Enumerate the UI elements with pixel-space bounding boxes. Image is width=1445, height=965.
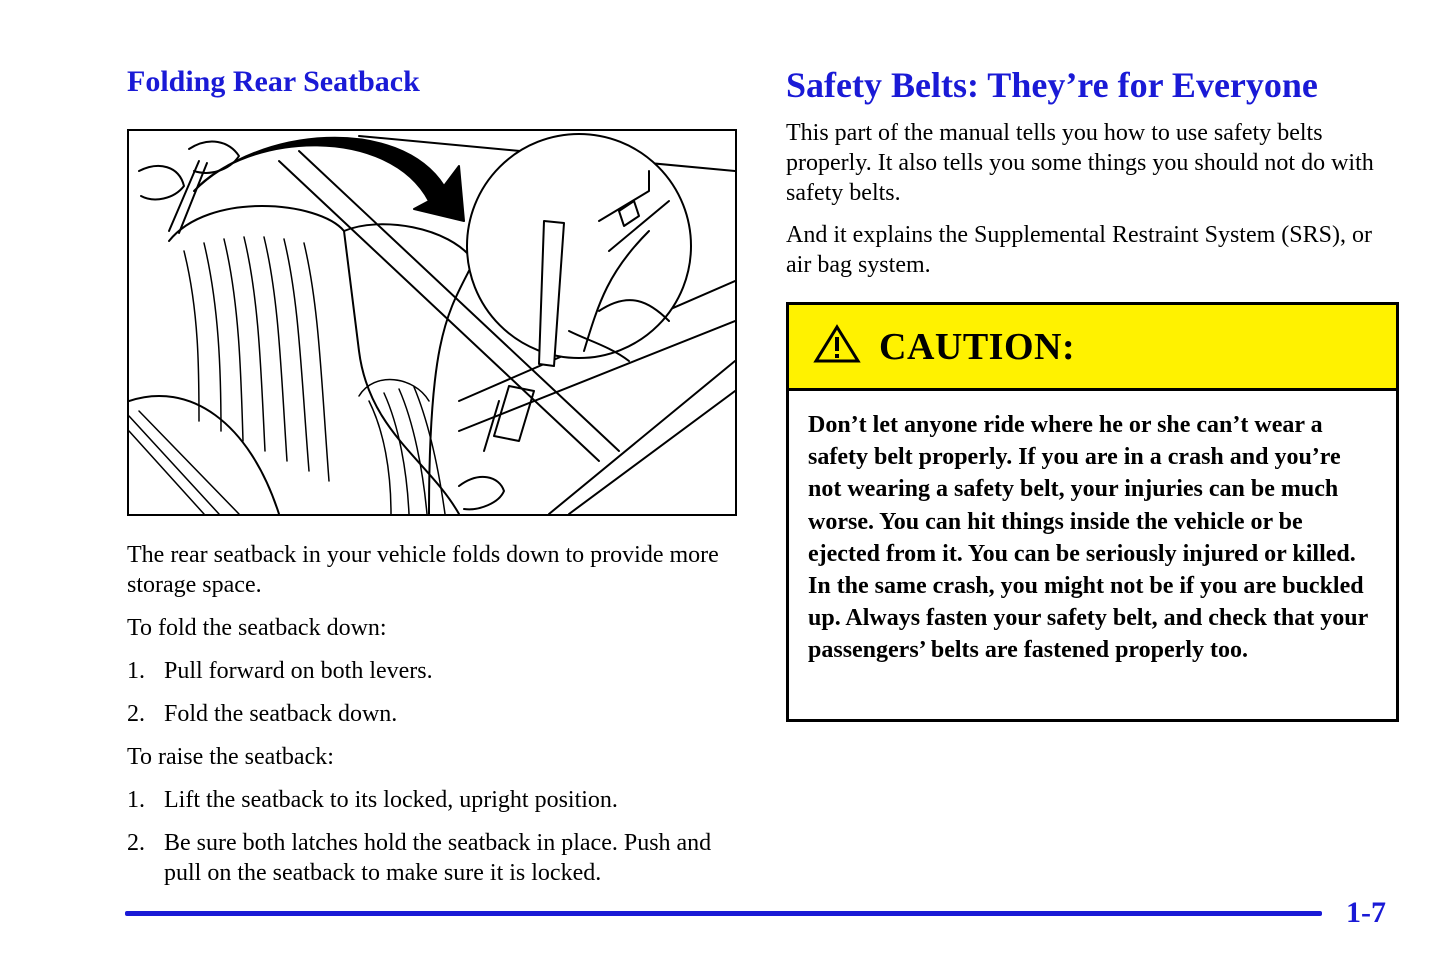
caution-box [786, 302, 1399, 722]
step-number: 2. [127, 830, 145, 856]
step-text: Fold the seatback down. [164, 701, 398, 727]
seatback-illustration [127, 129, 737, 516]
section-heading: Folding Rear Seatback [127, 65, 420, 98]
right-body-text [786, 118, 1399, 292]
intro-paragraph: This part of the manual tells you how to use safety belts properly. It also tells you some things you should not do with safety belts. [786, 120, 1374, 206]
step-number: 2. [127, 701, 145, 727]
caution-text: Don’t let anyone ride where he or she can’t wear a safety belt properly. If you are in a crash and you’re not wearing a safety belt, your injuries can be much worse. You can hit things inside the vehicle or be ejected from it. You can be seriously injured or killed. In the same crash, you might not be if you are buckled up. Always fasten your safety belt, and check that your passengers’ belts are fastened properly too. [808, 412, 1368, 664]
left-column [127, 62, 737, 886]
intro-paragraph: The rear seatback in your vehicle folds down to provide more storage space. [127, 542, 719, 598]
srs-paragraph: And it explains the Supplemental Restraint System (SRS), or air bag system. [786, 222, 1372, 278]
step-text: Pull forward on both levers. [164, 658, 433, 684]
fold-step [127, 656, 737, 686]
right-column [786, 62, 1399, 664]
raise-lead-paragraph: To raise the seatback: [127, 744, 334, 770]
footer-rule [125, 911, 1322, 916]
caution-header [789, 305, 1396, 391]
step-number: 1. [127, 787, 145, 813]
fold-step [127, 699, 737, 729]
step-text: Lift the seatback to its locked, upright position. [164, 787, 618, 813]
page-title: Safety Belts: They’re for Everyone [786, 65, 1318, 105]
page-number: 1-7 [1346, 896, 1386, 929]
caution-title: CAUTION: [879, 325, 1076, 368]
step-text: Be sure both latches hold the seatback in place. Push and pull on the seatback to make sure it is locked. [164, 830, 712, 886]
raise-step [127, 785, 737, 815]
raise-step [127, 828, 737, 888]
step-number: 1. [127, 658, 145, 684]
left-body-text [127, 540, 737, 901]
warning-triangle-icon [813, 324, 861, 369]
fold-lead-paragraph: To fold the seatback down: [127, 615, 387, 641]
